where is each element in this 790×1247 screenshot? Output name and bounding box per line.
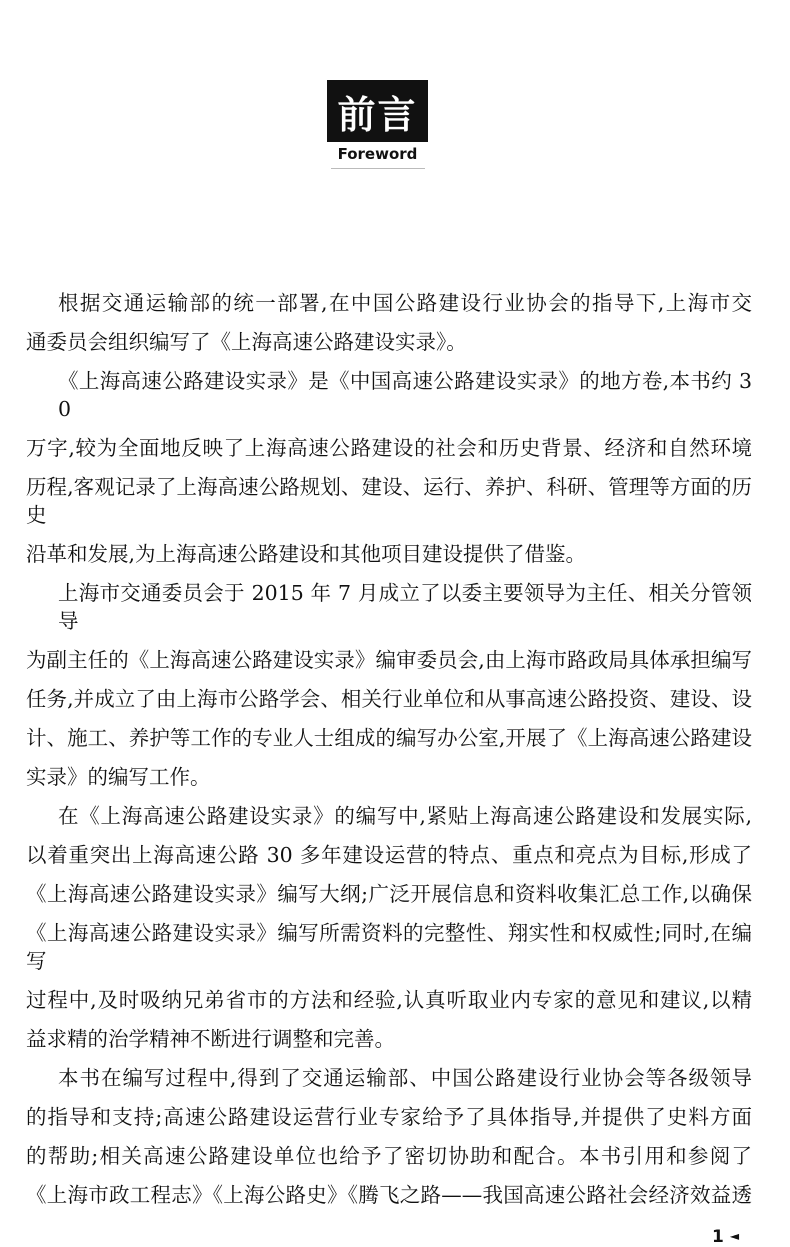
page-number (712, 1226, 739, 1247)
page-subtitle: Foreword (337, 145, 418, 163)
text-line: 历程,客观记录了上海高速公路规划、建设、运行、养护、科研、管理等方面的历史 (26, 475, 752, 527)
text-line: 沿革和发展,为上海高速公路建设和其他项目建设提供了借鉴。 (26, 542, 587, 566)
text-line: 本书在编写过程中,得到了交通运输部、中国公路建设行业协会等各级领导 (58, 1066, 752, 1090)
page-number-text: 1 (712, 1227, 724, 1247)
text-line: 《上海高速公路建设实录》编写大纲;广泛开展信息和资料收集汇总工作,以确保 (26, 882, 752, 906)
text-line: 益求精的治学精神不断进行调整和完善。 (26, 1027, 395, 1051)
page-title: 前言 (327, 80, 428, 142)
text-line: 万字,较为全面地反映了上海高速公路建设的社会和历史背景、经济和自然环境 (26, 436, 752, 460)
text-line: 通委员会组织编写了《上海高速公路建设实录》。 (26, 330, 467, 354)
text-line: 《上海高速公路建设实录》编写所需资料的完整性、翔实性和权威性;同时,在编写 (26, 921, 752, 973)
paragraph (26, 579, 752, 802)
title-divider (331, 168, 425, 169)
text-line: 以着重突出上海高速公路 30 多年建设运营的特点、重点和亮点为目标,形成了 (26, 843, 752, 867)
text-line: 计、施工、养护等工作的专业人士组成的编写办公室,开展了《上海高速公路建设 (26, 726, 752, 750)
text-line: 过程中,及时吸纳兄弟省市的方法和经验,认真听取业内专家的意见和建议,以精 (26, 988, 752, 1012)
text-line: 上海市交通委员会于 2015 年 7 月成立了以委主要领导为主任、相关分管领导 (58, 581, 752, 633)
text-line: 在《上海高速公路建设实录》的编写中,紧贴上海高速公路建设和发展实际, (58, 804, 752, 828)
text-line: 《上海高速公路建设实录》是《中国高速公路建设实录》的地方卷,本书约 30 (58, 369, 752, 421)
paragraph (26, 367, 752, 579)
body-text (26, 289, 752, 1220)
text-line: 《上海市政工程志》《上海公路史》《腾飞之路——我国高速公路社会经济效益透 (26, 1183, 752, 1207)
text-line: 任务,并成立了由上海市公路学会、相关行业单位和从事高速公路投资、建设、设 (26, 687, 752, 711)
text-line: 的指导和支持;高速公路建设运营行业专家给予了具体指导,并提供了史料方面 (26, 1105, 752, 1129)
paragraph (26, 802, 752, 1064)
text-line: 实录》的编写工作。 (26, 765, 211, 789)
text-line: 的帮助;相关高速公路建设单位也给予了密切协助和配合。本书引用和参阅了 (26, 1144, 752, 1168)
paragraph (26, 1064, 752, 1220)
left-triangle-icon: ◄ (729, 1229, 740, 1243)
text-line: 为副主任的《上海高速公路建设实录》编审委员会,由上海市路政局具体承担编写 (26, 648, 752, 672)
text-line: 根据交通运输部的统一部署,在中国公路建设行业协会的指导下,上海市交 (58, 291, 752, 315)
paragraph (26, 289, 752, 367)
